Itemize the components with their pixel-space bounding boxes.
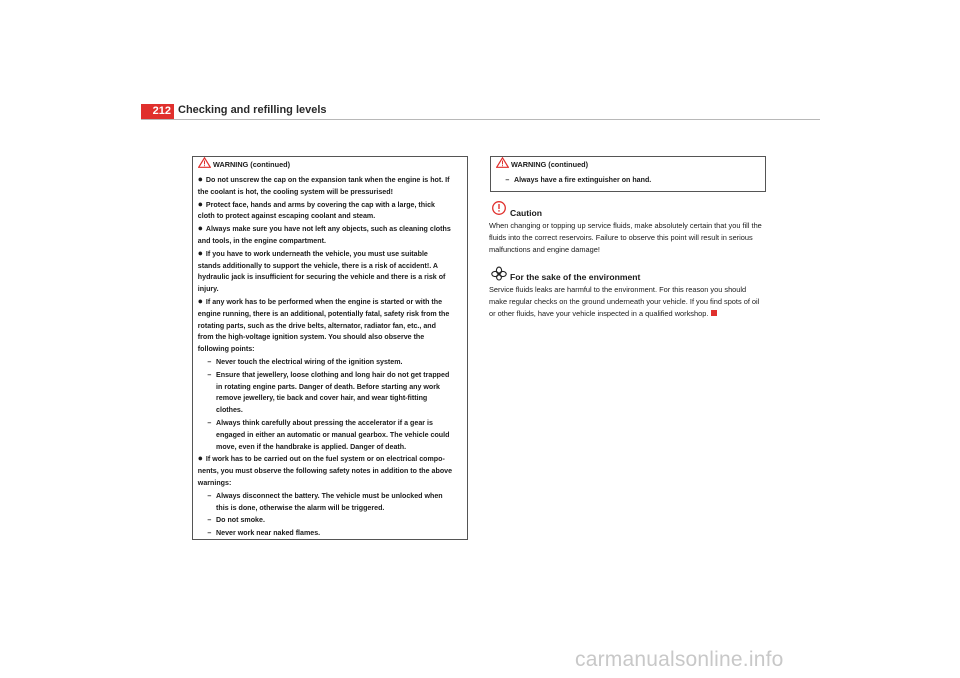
bullet-text: If work has to be carried out on the fuel system or on electrical compo-nents, you must observe the following safety notes in addition to the above warnings: (197, 454, 453, 487)
caution-text: When changing or topping up service fluids, make absolutely certain that you fill the fluids into the correct reservoirs. Failure to observe this point will result in serious malfunctions and engine damage! (489, 221, 762, 254)
warning-bullet-item (198, 199, 452, 223)
warning-sub-item (198, 417, 452, 452)
end-marker-icon (711, 310, 717, 316)
sub-item-text: Never touch the electrical wiring of the ignition system. (216, 356, 403, 366)
warning-bullet-item (198, 453, 452, 488)
bullet-icon: ● (197, 453, 204, 464)
dash-icon: – (207, 490, 212, 500)
warning-body (491, 171, 754, 186)
warning-bullet-item (198, 248, 452, 295)
warning-header (193, 157, 467, 171)
watermark: carmanualsonline.info (575, 648, 784, 671)
warning-box-left (192, 156, 468, 540)
dash-icon: – (207, 356, 212, 366)
dash-icon: – (207, 417, 212, 427)
warning-label: WARNING (continued) (213, 160, 291, 169)
header-divider (141, 119, 820, 120)
environment-text (489, 284, 763, 319)
sub-item-text: Always have a fire extinguisher on hand. (514, 175, 652, 184)
bullet-icon: ● (197, 174, 204, 184)
environment-paragraph: Service fluids leaks are harmful to the environment. For this reason you should make regular checks on the ground underneath your vehicle. If you find spots of oil or other fluids, have your vehicle inspected in a qualified workshop. (489, 285, 760, 318)
bullet-icon: ● (197, 223, 204, 234)
bullet-text: If any work has to be performed when the engine is started or with the engine running, there is an additional, potentially fatal, safety risk from the rotating parts, such as the drive belts, alternator, radiator fan, etc., and from the high-voltage ignition system. You should also observe the following points: (197, 296, 450, 354)
page-header-title: Checking and refilling levels (178, 104, 327, 116)
sub-item-text: Always disconnect the battery. The vehicle must be unlocked when this is done, otherwise the alarm will be triggered. (216, 490, 443, 512)
warning-body (193, 171, 456, 539)
sub-item-text: Never work near naked flames. (216, 528, 321, 538)
bullet-icon: ● (197, 295, 204, 306)
bullet-text: If you have to work underneath the vehicle, you must use suitable stands additionally to support the vehicle, there is a risk of accident!. A hydraulic jack is insufficient for securing the vehicle and there is a risk of injury. (197, 248, 446, 294)
sub-item-text: Do not smoke. (216, 515, 265, 525)
warning-label: WARNING (continued) (511, 160, 589, 169)
warning-header (491, 157, 765, 171)
warning-bullet-item (198, 174, 452, 198)
bullet-icon: ● (197, 198, 204, 209)
dash-icon: – (505, 175, 510, 184)
caution-icon (492, 201, 506, 215)
warning-sub-item (198, 514, 452, 526)
warning-sub-item (198, 356, 452, 368)
bullet-icon: ● (197, 247, 204, 258)
warning-triangle-icon (496, 157, 509, 168)
page-number: 212 (141, 104, 174, 119)
warning-sub-item (198, 490, 452, 514)
warning-sub-item (496, 174, 750, 186)
sub-item-text: Ensure that jewellery, loose clothing and long hair do not get trapped in rotating engine parts. Danger of death. Before starting any work remove jewellery, tie back and cover hair, and wear tight-fitting clothes. (216, 369, 450, 415)
warning-bullet-item (198, 223, 452, 247)
bullet-text: Protect face, hands and arms by covering the cap with a large, thick cloth to protect against escaping coolant and steam. (197, 199, 435, 221)
warning-bullet-item (198, 296, 452, 355)
warning-triangle-icon (198, 157, 211, 168)
sub-item-text: Always think carefully about pressing the accelerator if a gear is engaged in either an automatic or manual gearbox. The vehicle could move, even if the handbrake is applied. Danger of death. (216, 417, 450, 451)
caution-title: Caution (510, 208, 542, 218)
bullet-text: Do not unscrew the cap on the expansion tank when the engine is hot. If the coolant is hot, the cooling system will be pressurised! (197, 175, 450, 196)
warning-sub-item (198, 369, 452, 416)
warning-sub-item (198, 527, 452, 539)
dash-icon: – (207, 528, 212, 538)
environment-flower-icon (491, 266, 507, 282)
environment-title: For the sake of the environment (510, 272, 641, 282)
bullet-text: Always make sure you have not left any objects, such as cleaning cloths and tools, in the engine compartment. (197, 224, 451, 245)
dash-icon: – (207, 369, 212, 379)
warning-box-right (490, 156, 766, 192)
dash-icon: – (207, 515, 212, 525)
